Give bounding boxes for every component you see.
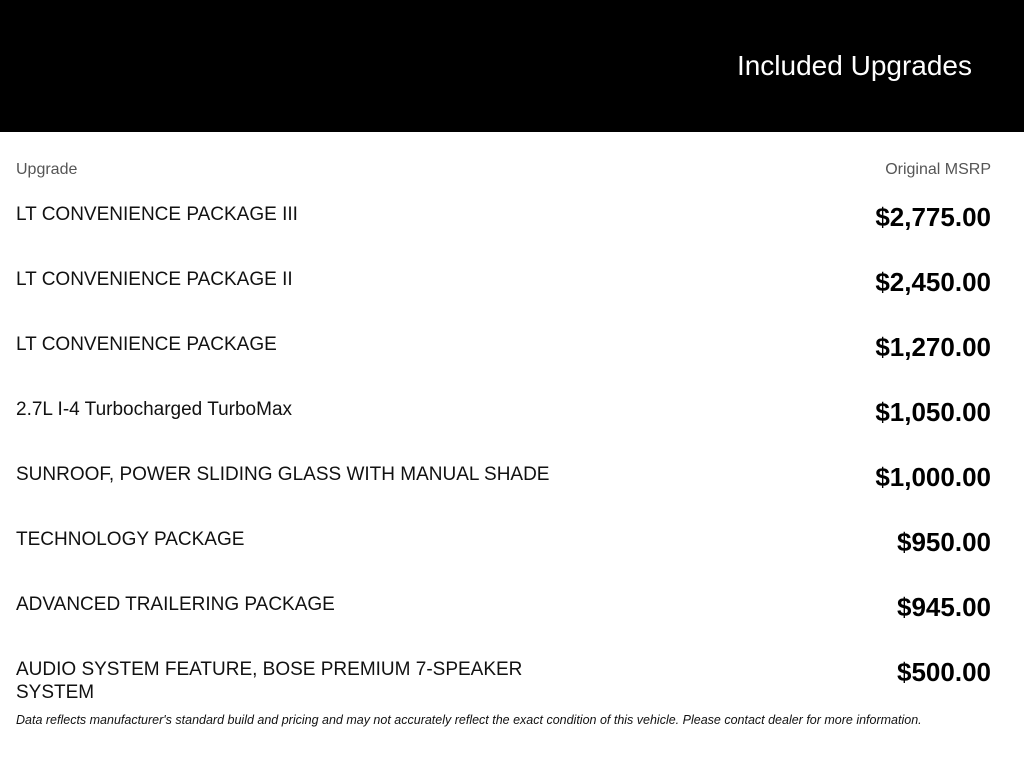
upgrade-name: SUNROOF, POWER SLIDING GLASS WITH MANUAL SHADE [16,464,550,485]
list-item [0,198,1024,263]
page-header [0,0,1024,132]
upgrades-list [0,198,1024,718]
page-title: Included Upgrades [736,50,972,81]
upgrade-price: $1,000.00 [875,462,991,492]
list-item [0,458,1024,523]
upgrade-name: LT CONVENIENCE PACKAGE [16,334,277,355]
upgrade-column-header: Upgrade [16,161,78,178]
upgrade-name: AUDIO SYSTEM FEATURE, BOSE PREMIUM 7-SPEAKER SYSTEM [16,659,523,703]
list-item [0,263,1024,328]
upgrade-name: TECHNOLOGY PACKAGE [16,529,245,550]
upgrade-price: $2,450.00 [875,267,991,297]
list-item [0,523,1024,588]
upgrade-name: LT CONVENIENCE PACKAGE III [16,204,298,225]
upgrade-name: 2.7L I-4 Turbocharged TurboMax [16,399,293,420]
msrp-column-header: Original MSRP [885,161,991,178]
upgrade-name: LT CONVENIENCE PACKAGE II [16,269,293,290]
upgrade-price: $945.00 [897,592,991,622]
upgrade-price: $950.00 [897,527,991,557]
upgrade-price: $2,775.00 [875,202,991,232]
disclaimer-text: Data reflects manufacturer's standard build and pricing and may not accurately reflect the exact condition of this vehicle. Please contact dealer for more information. [16,713,922,727]
upgrade-price: $1,270.00 [875,332,991,362]
list-item [0,328,1024,393]
list-item [0,653,1024,718]
upgrade-name: ADVANCED TRAILERING PACKAGE [16,594,335,615]
list-item [0,393,1024,458]
list-item [0,588,1024,653]
upgrade-price: $500.00 [897,657,991,687]
upgrade-price: $1,050.00 [875,397,991,427]
